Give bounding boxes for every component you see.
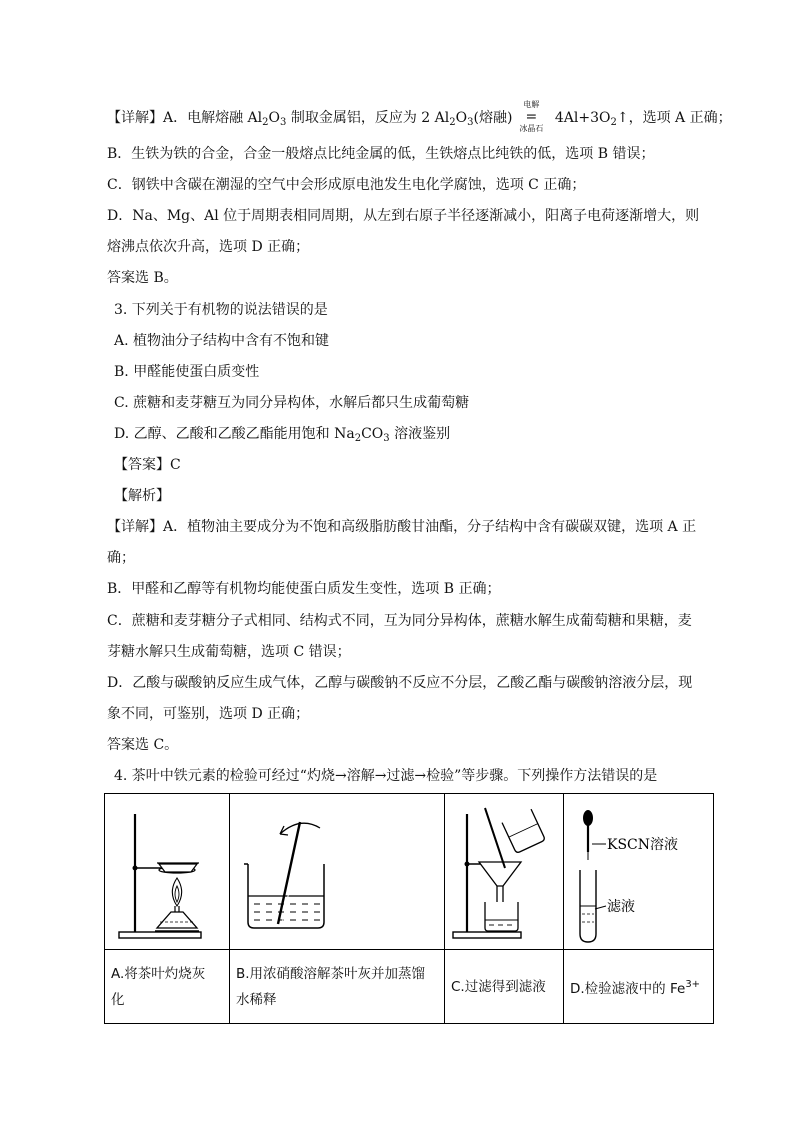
question-3-option-b: B. 甲醛能使蛋白质变性 bbox=[114, 364, 260, 380]
explanation-line-b: B．生铁为铁的合金，合金一般熔点比纯金属的低，生铁熔点比纯铁的低，选项 B 错误； bbox=[107, 146, 655, 162]
answer-line-q2: 答案选 B。 bbox=[107, 270, 178, 286]
analysis-line-c: C．蔗糖和麦芽糖分子式相同、结构式不同，互为同分异构体，蔗糖水解生成葡萄糖和果糖，麦 bbox=[107, 613, 692, 629]
analysis-line-c-cont: 芽糖水解只生成葡萄糖，选项 C 错误； bbox=[107, 644, 351, 660]
caption-b: B.用浓硝酸溶解茶叶灰并加蒸馏 水稀释 bbox=[230, 950, 445, 1024]
diagram-cell-b bbox=[230, 794, 445, 950]
kscn-label: KSCN溶液 bbox=[607, 837, 679, 853]
kscn-test-diagram bbox=[564, 794, 713, 949]
filtrate-label: 滤液 bbox=[607, 899, 635, 915]
dissolving-diagram bbox=[230, 794, 444, 949]
caption-a: A.将茶叶灼烧灰 化 bbox=[105, 950, 230, 1024]
filtration-diagram bbox=[445, 794, 563, 949]
explanation-line-d-cont: 熔沸点依次升高，选项 D 正确； bbox=[107, 239, 310, 255]
analysis-line-b: B．甲醛和乙醇等有机物均能使蛋白质发生变性，选项 B 正确； bbox=[107, 581, 501, 597]
explanation-line-d: D．Na、Mg、Al 位于周期表相同周期，从左到右原子半径逐渐减小，阳离子电荷逐渐增大，则 bbox=[107, 208, 700, 224]
analysis-line-a-cont: 确； bbox=[107, 550, 135, 566]
experiment-table bbox=[104, 793, 714, 1024]
explanation-line-a: 【详解】A．电解熔融 $Al_2O_3$ 制取金属铝，反应为 2 $Al_2O_3$(熔融) 电解 = 冰晶石 $4Al+3O_2↑$，选项 A 正确； bbox=[107, 100, 732, 133]
diagram-cell-c bbox=[445, 794, 564, 950]
question-3-option-c: C. 蔗糖和麦芽糖互为同分异构体，水解后都只生成葡萄糖 bbox=[114, 395, 470, 411]
reaction-condition: 电解 = 冰晶石 bbox=[519, 100, 544, 133]
analysis-line-a: 【详解】A．植物油主要成分为不饱和高级脂肪酸甘油酯，分子结构中含有碳碳双键，选项 A 正 bbox=[107, 519, 697, 535]
diagram-cell-d bbox=[564, 794, 714, 950]
question-3-option-d: D. 乙醇、乙酸和乙酸乙酯能用饱和 $Na_2CO_3$ 溶液鉴别 bbox=[114, 426, 451, 444]
question-4-stem: 4. 茶叶中铁元素的检验可经过“灼烧→溶解→过滤→检验”等步骤。下列操作方法错误的是 bbox=[114, 768, 658, 784]
analysis-line-d: D．乙酸与碳酸钠反应生成气体，乙醇与碳酸钠不反应不分层，乙酸乙酯与碳酸钠溶液分层，现 bbox=[107, 675, 693, 691]
question-3-option-a: A. 植物油分子结构中含有不饱和键 bbox=[114, 333, 330, 349]
diagram-cell-a bbox=[105, 794, 230, 950]
question-3-stem: 3. 下列关于有机物的说法错误的是 bbox=[114, 302, 328, 318]
analysis-label: 【解析】 bbox=[114, 488, 170, 504]
table-row-captions bbox=[105, 950, 714, 1024]
answer-label: 【答案】C bbox=[114, 457, 181, 473]
answer-line-q3: 答案选 C。 bbox=[107, 737, 179, 753]
caption-c: C.过滤得到滤液 bbox=[445, 950, 564, 1024]
caption-d: D.检验滤液中的 $Fe^{3+}$ bbox=[564, 950, 714, 1024]
analysis-line-d-cont: 象不同，可鉴别，选项 D 正确； bbox=[107, 706, 310, 722]
table-row-images bbox=[105, 794, 714, 950]
burning-tea-diagram bbox=[105, 794, 229, 949]
explanation-line-c: C．钢铁中含碳在潮湿的空气中会形成原电池发生电化学腐蚀，选项 C 正确； bbox=[107, 177, 586, 193]
